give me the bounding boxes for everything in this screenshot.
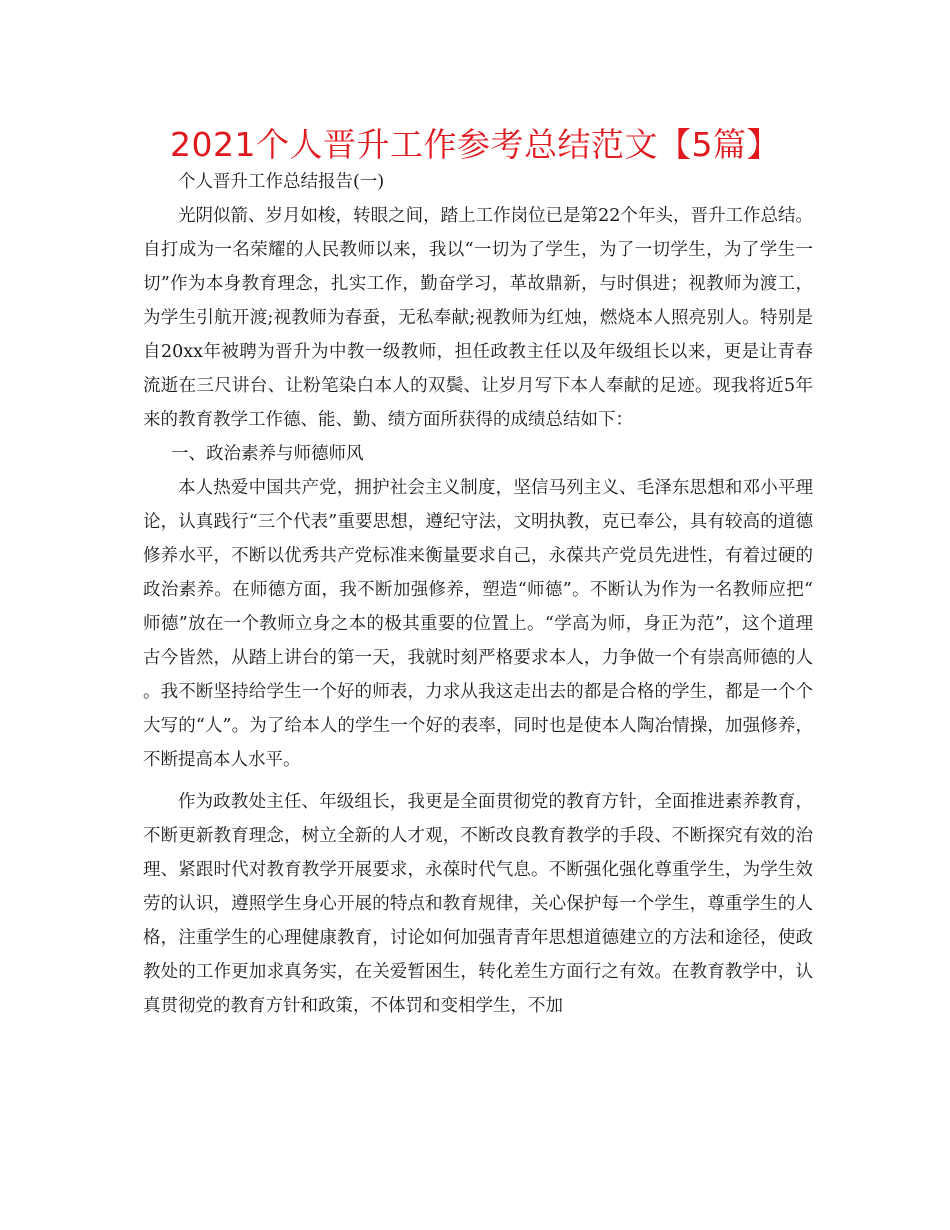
document-body	[143, 165, 813, 1023]
report-heading: 个人晋升工作总结报告(一)	[178, 172, 385, 192]
paragraph-politics: 本人热爱中国共产党，拥护社会主义制度，坚信马列主义、毛泽东思想和邓小平理论，认真践行“三个代表”重要思想，遵纪守法，文明执教，克已奉公，具有较高的道德修养水平，不断以优秀共产党标准来衡量要求自己，永葆共产党员先进性，有着过硬的政治素养。在师德方面，我不断加强修养，塑造“师德”。不断认为作为一名教师应把“师德”放在一个教师立身之本的极其重要的位置上。“学高为师，身正为范”，这个道理古今皆然，从踏上讲台的第一天，我就时刻严格要求本人，力争做一个有崇高师德的人。我不断坚持给学生一个好的师表，力求从我这走出去的都是合格的学生，都是一个个大写的“人”。为了给本人的学生一个好的表率，同时也是使本人陶冶情操，加强修养，不断提高本人水平。	[143, 478, 813, 770]
document-title: 2021个人晋升工作参考总结范文【5篇】	[170, 125, 780, 164]
paragraph-intro: 光阴似箭、岁月如梭，转眼之间，踏上工作岗位已是第22个年头，晋升工作总结。自打成为一名荣耀的人民教师以来，我以“一切为了学生，为了一切学生，为了学生一切”作为本身教育理念，扎实工作，勤奋学习，革故鼎新，与时俱进；视教师为渡工，为学生引航开渡;视教师为春蚕，无私奉献;视教师为红烛，燃烧本人照亮别人。特别是自20xx年被聘为晋升为中教一级教师，担任政教主任以及年级组长以来，更是让青春流逝在三尺讲台、让粉笔染白本人的双鬓、让岁月写下本人奉献的足迹。现我将近5年来的教育教学工作德、能、勤、绩方面所获得的成绩总结如下：	[143, 206, 813, 430]
paragraph-role: 作为政教处主任、年级组长，我更是全面贯彻党的教育方针，全面推进素养教育，不断更新教育理念，树立全新的人才观，不断改良教育教学的手段、不断探究有效的治理、紧跟时代对教育教学开展要求，永葆时代气息。不断强化强化尊重学生，为学生效劳的认识，遵照学生身心开展的特点和教育规律，关心保护每一个学生，尊重学生的人格，注重学生的心理健康教育，讨论如何加强青青年思想道德建立的方法和途径，使政教处的工作更加求真务实，在关爱暂困生，转化差生方面行之有效。在教育教学中，认真贯彻党的教育方针和政策，不体罚和变相学生，不加	[143, 792, 813, 1016]
section-heading: 一、政治素养与师德师风	[171, 444, 364, 464]
